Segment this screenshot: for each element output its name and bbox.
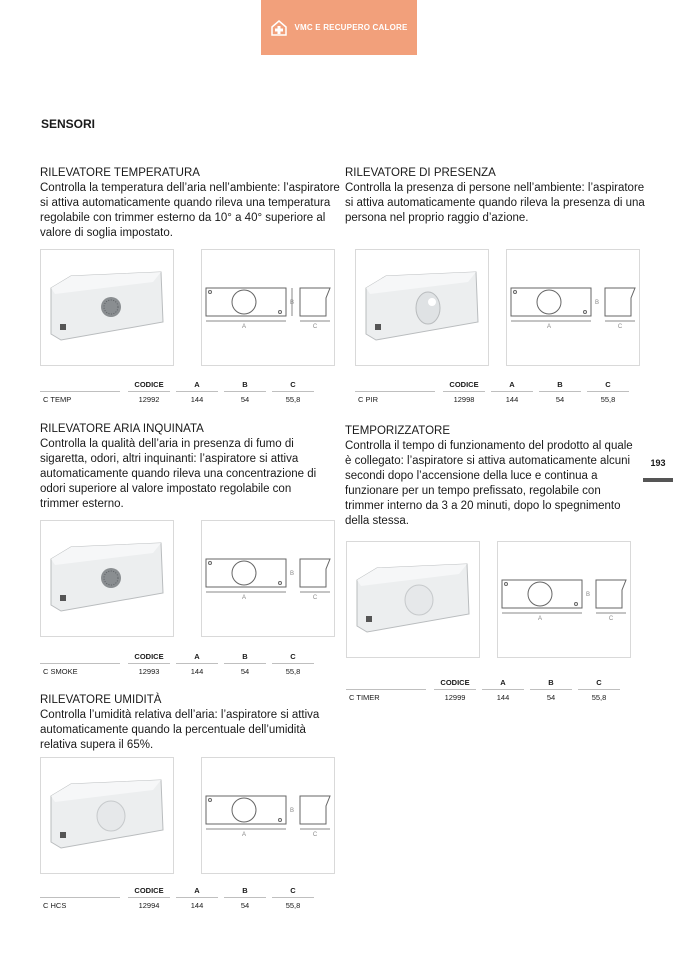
product-description: Controlla la presenza di persone nell’ambiente: l’aspiratore si attiva automaticamente quando rileva la presenza di una persona nel proprio raggio d’azione.: [345, 182, 645, 224]
a-value: 144: [190, 667, 204, 676]
product-photo: [40, 757, 174, 874]
product-description: Controlla la qualità dell’aria in presenza di fumo di sigaretta, odori, altri inquinanti: l’aspiratore si attiva automaticamente quando rileva una concentrazione di odori superiore al valore impostato regolabile con trimmer esterno.: [40, 438, 317, 510]
product-description: Controlla il tempo di funzionamento del prodotto al quale è collegato: l’aspiratore si attiva automaticamente alcuni secondi dopo l’accensione della luce e continua a funzionare per un tempo prefissato, regolabile con trimmer interno da 3 a 20 minuti, dopo lo spegnimento della stessa.: [345, 440, 633, 527]
header-tab: [261, 0, 417, 55]
c-header: C: [290, 652, 296, 661]
product-photo: [40, 249, 174, 366]
product-humidity: [40, 693, 340, 753]
dimension-drawing: [201, 757, 335, 874]
model-name: C SMOKE: [43, 667, 78, 676]
model-name: C PIR: [358, 395, 379, 404]
dim-c-label: C: [312, 595, 318, 601]
c-value: 55,8: [285, 901, 301, 910]
product-presence: [345, 166, 645, 226]
dim-c-label: C: [608, 616, 614, 622]
b-header: B: [242, 652, 248, 661]
page-number: 193: [650, 458, 666, 468]
product-temperature: [40, 166, 340, 241]
c-header: C: [290, 380, 296, 389]
product-title: RILEVATORE TEMPERATURA: [40, 167, 200, 179]
product-title: RILEVATORE ARIA INQUINATA: [40, 423, 204, 435]
b-value: 54: [555, 395, 565, 404]
house-fan-icon: [270, 19, 288, 37]
a-header: A: [500, 678, 506, 687]
page-marker-bar: [643, 478, 673, 482]
code-value: 12992: [138, 395, 160, 404]
c-value: 55,8: [591, 693, 607, 702]
product-description: Controlla la temperatura dell’aria nell’ambiente: l’aspiratore si attiva automaticamente quando rileva una temperatura regolabile con trimmer esterno da 10° a 40° superiore al valore di soglia impostato.: [40, 182, 340, 239]
c-header: C: [605, 380, 611, 389]
codice-header: CODICE: [134, 652, 164, 661]
b-header: B: [557, 380, 563, 389]
product-title: RILEVATORE UMIDITÀ: [40, 694, 162, 706]
dim-c-label: C: [617, 324, 623, 330]
a-value: 144: [505, 395, 519, 404]
dim-b-label: B: [595, 300, 600, 306]
model-name: C HCS: [43, 901, 67, 910]
model-name: C TEMP: [43, 395, 72, 404]
section-title: SENSORI: [41, 117, 96, 131]
c-value: 55,8: [285, 667, 301, 676]
dim-a-label: A: [241, 832, 247, 838]
codice-header: CODICE: [449, 380, 479, 389]
dimension-drawing: [201, 249, 335, 366]
product-timer: [345, 424, 645, 529]
c-header: C: [596, 678, 602, 687]
dim-a-label: A: [546, 324, 552, 330]
codice-header: CODICE: [134, 380, 164, 389]
c-header: C: [290, 886, 296, 895]
dim-a-label: A: [537, 616, 543, 622]
a-value: 144: [496, 693, 510, 702]
a-header: A: [509, 380, 515, 389]
b-header: B: [242, 886, 248, 895]
spec-table: [355, 380, 635, 410]
code-value: 12994: [138, 901, 160, 910]
b-value: 54: [240, 901, 250, 910]
spec-table: [40, 380, 320, 410]
b-value: 54: [240, 667, 250, 676]
code-value: 12999: [444, 693, 466, 702]
spec-table: [346, 678, 626, 708]
dim-b-label: B: [586, 592, 591, 598]
a-value: 144: [190, 901, 204, 910]
a-header: A: [194, 652, 200, 661]
code-value: 12993: [138, 667, 160, 676]
dimension-drawing: [201, 520, 335, 637]
product-title: RILEVATORE DI PRESENZA: [345, 167, 496, 179]
dim-c-label: C: [312, 832, 318, 838]
code-value: 12998: [453, 395, 475, 404]
codice-header: CODICE: [134, 886, 164, 895]
dim-a-label: A: [241, 595, 247, 601]
dim-c-label: C: [312, 324, 318, 330]
a-value: 144: [190, 395, 204, 404]
spec-table: [40, 886, 320, 916]
product-photo: [40, 520, 174, 637]
dimension-drawing: [506, 249, 640, 366]
b-value: 54: [240, 395, 250, 404]
spec-table: [40, 652, 320, 682]
a-header: A: [194, 380, 200, 389]
product-photo: [355, 249, 489, 366]
b-header: B: [548, 678, 554, 687]
model-name: C TIMER: [349, 693, 380, 702]
product-title: TEMPORIZZATORE: [345, 425, 450, 437]
dim-a-label: A: [241, 324, 247, 330]
dim-b-label: B: [290, 300, 295, 306]
header-label: VMC E RECUPERO CALORE: [294, 23, 408, 32]
b-header: B: [242, 380, 248, 389]
c-value: 55,8: [600, 395, 616, 404]
product-description: Controlla l’umidità relativa dell’aria: l’aspiratore si attiva automaticamente quando la percentuale dell’umidità relativa supera il 65%.: [40, 709, 320, 751]
dim-b-label: B: [290, 571, 295, 577]
dimension-drawing: [497, 541, 631, 658]
c-value: 55,8: [285, 395, 301, 404]
a-header: A: [194, 886, 200, 895]
product-photo: [346, 541, 480, 658]
b-value: 54: [546, 693, 556, 702]
dim-b-label: B: [290, 808, 295, 814]
product-air-quality: [40, 422, 340, 512]
codice-header: CODICE: [440, 678, 470, 687]
